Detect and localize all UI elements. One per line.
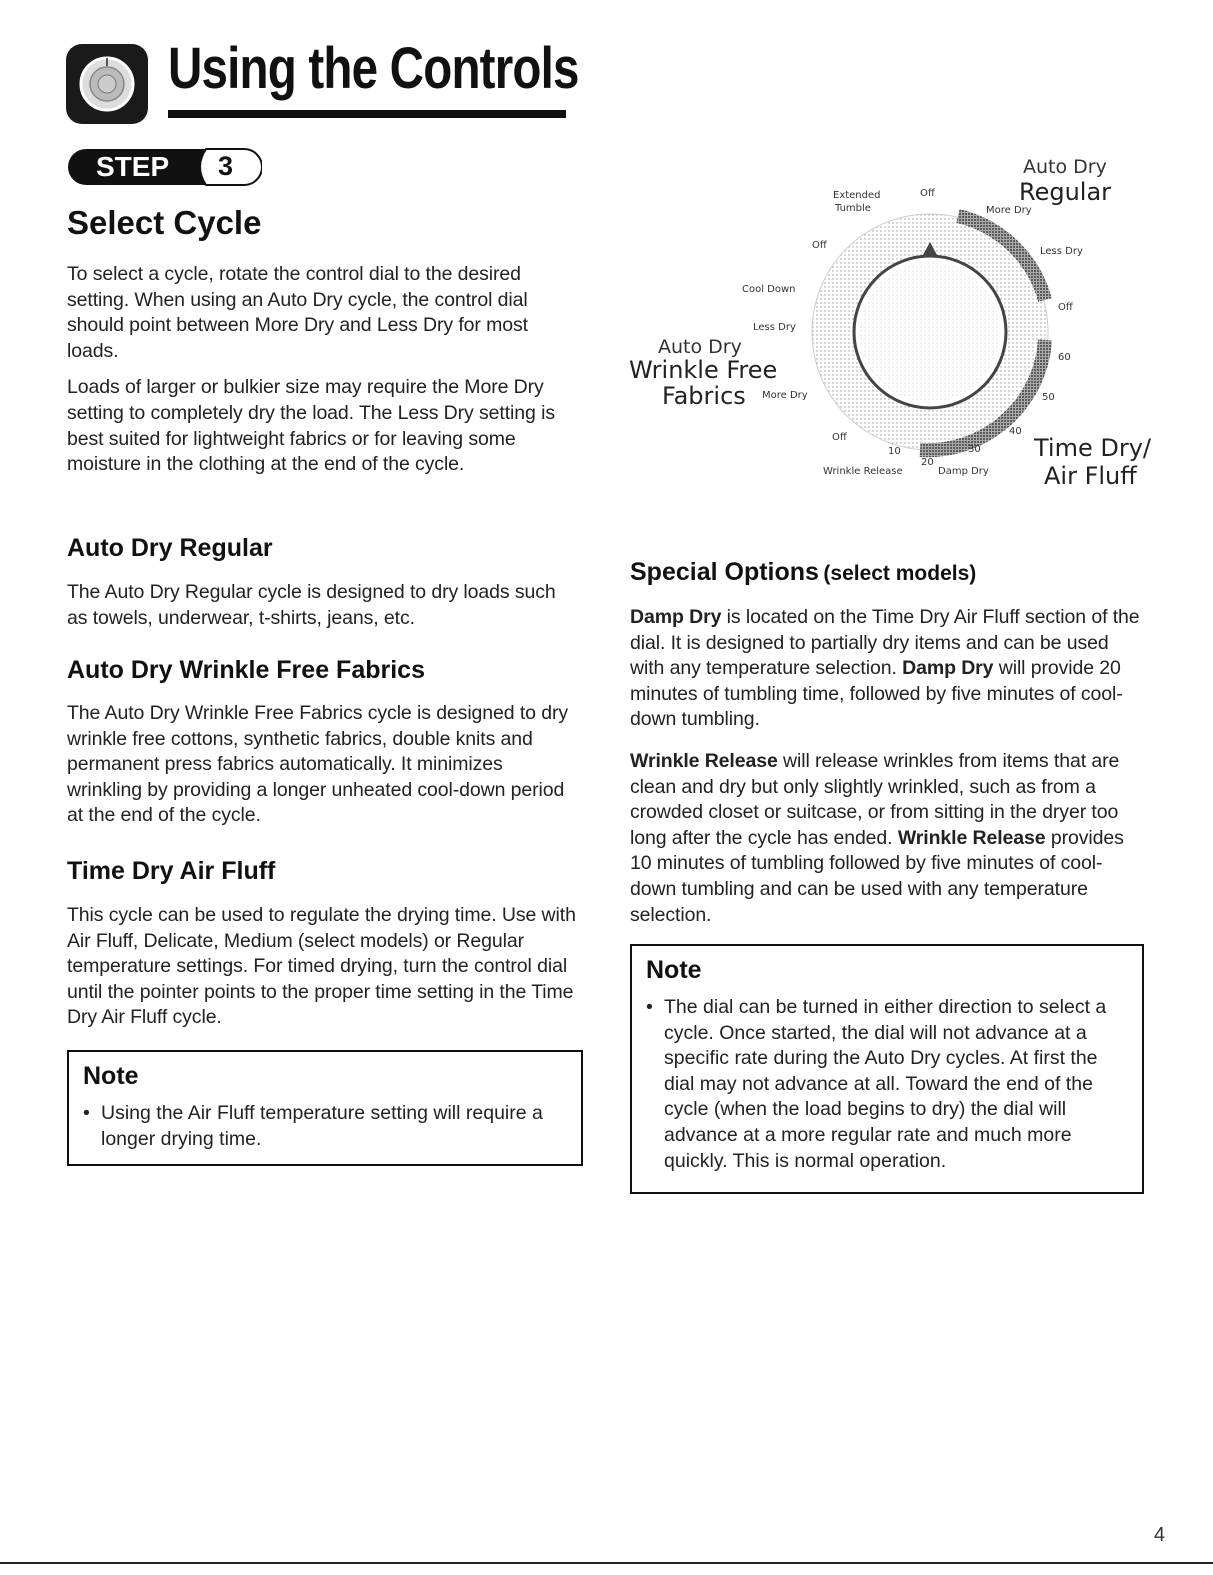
control-dial-diagram: [620, 150, 1160, 490]
dial-label-fabrics: Fabrics: [662, 382, 746, 410]
special-options-heading: [630, 558, 976, 587]
step-label: STEP: [96, 151, 170, 182]
dial-label-less-dry-right: Less Dry: [1040, 246, 1083, 257]
time-dry-heading: Time Dry Air Fluff: [67, 857, 276, 885]
damp-dry-paragraph: [630, 605, 1140, 733]
bottom-rule: [0, 1562, 1213, 1564]
right-note-item: [646, 995, 1128, 1174]
dial-label-wrinkle-free: Wrinkle Free: [629, 356, 778, 384]
dial-label-regular: Regular: [1019, 178, 1112, 206]
dial-label-tumble: Tumble: [835, 203, 871, 214]
bullet: •: [83, 1102, 90, 1124]
controls-section-icon: [66, 44, 148, 124]
dial-label-off-top: Off: [920, 188, 935, 199]
damp-dry-text-2: will provide 20 minutes of tumbling time, followed by five minutes of cool-down tumbling.: [630, 657, 1123, 731]
dial-label-more-dry-left: More Dry: [762, 390, 808, 401]
dial-label-30: 30: [968, 444, 981, 455]
auto-dry-wrinkle-heading: Auto Dry Wrinkle Free Fabrics: [67, 656, 425, 684]
dial-label-time-dry: Time Dry/: [1034, 434, 1151, 462]
dial-label-wrinkle-release: Wrinkle Release: [823, 466, 903, 477]
page-number: 4: [1153, 1524, 1165, 1546]
dial-label-20: 20: [921, 457, 934, 468]
left-note-text: Using the Air Fluff temperature setting will require a longer drying time.: [101, 1102, 543, 1150]
right-note-title: Note: [646, 956, 702, 984]
right-note-text: The dial can be turned in either direction to select a cycle. Once started, the dial will not advance at a specific rate during the Auto Dry cycles. At first the dial may not advance at all. Toward the end of the cycle (when the load begins to dry) the dial will advance at a more regular rate and much more quickly. This is normal operation.: [664, 996, 1107, 1172]
wrinkle-release-text-2: provides 10 minutes of tumbling followed by five minutes of cool-down tumbling and can be used with any temperature selection.: [630, 826, 1124, 926]
damp-dry-lead-2: Damp Dry: [902, 657, 994, 680]
intro-paragraph-1: To select a cycle, rotate the control dial to the desired setting. When using an Auto Dry cycle, the control dial should point between More Dry and Less Dry for most loads.: [67, 263, 528, 362]
step-badge: [66, 147, 262, 187]
auto-dry-wrinkle-text: The Auto Dry Wrinkle Free Fabrics cycle is designed to dry wrinkle free cottons, synthetic fabrics, double knits and permanent press fabrics automatically. It minimizes wrinkling by providing a longer unheated cool-down period at the end of the cycle.: [67, 702, 569, 827]
left-note-box: [67, 1050, 583, 1166]
dial-label-less-dry-left: Less Dry: [753, 322, 796, 333]
dial-label-10: 10: [888, 446, 901, 457]
select-cycle-heading: Select Cycle: [67, 204, 262, 241]
auto-dry-regular-heading: Auto Dry Regular: [67, 534, 273, 562]
left-note-item: [83, 1101, 567, 1152]
dial-label-more-dry-top: More Dry: [986, 205, 1032, 216]
wrinkle-release-lead-2: Wrinkle Release: [897, 826, 1046, 849]
step-number: 3: [218, 151, 234, 181]
dial-label-off-bottom: Off: [832, 432, 847, 443]
bullet: •: [646, 996, 653, 1018]
left-note-title: Note: [83, 1062, 139, 1090]
dial-label-damp-dry: Damp Dry: [938, 466, 989, 477]
dial-label-60: 60: [1058, 352, 1071, 363]
auto-dry-regular-text: The Auto Dry Regular cycle is designed to dry loads such as towels, underwear, t-shirts, jeans, etc.: [67, 581, 556, 629]
dial-label-extended: Extended: [833, 190, 881, 201]
special-options-suffix: (select models): [823, 562, 977, 585]
dial-label-air-fluff: Air Fluff: [1044, 462, 1137, 490]
wrinkle-release-text-1: will release wrinkles from items that are clean and dry but only slightly wrinkled, such as from a crowded closet or suitcase, or from sitting in the dryer too long after the cycle has ended.: [630, 750, 1120, 849]
dial-icon: [66, 44, 148, 124]
dial-label-off-right: Off: [1058, 302, 1073, 313]
intro-paragraph-2: Loads of larger or bulkier size may require the More Dry setting to completely dry the load. The Less Dry setting is best suited for lightweight fabrics or for leaving some moisture in the clothing at the end of the cycle.: [67, 376, 555, 476]
dial-label-off-upper-left: Off: [812, 240, 827, 251]
page-title: Using the Controls: [168, 36, 579, 101]
dial-label-cool-down: Cool Down: [742, 284, 796, 295]
dial-label-auto-dry-2: Auto Dry: [658, 336, 742, 358]
dial-label-50: 50: [1042, 392, 1055, 403]
title-underline: [168, 110, 566, 118]
right-note-box: [630, 944, 1144, 1194]
dial-label-auto-dry: Auto Dry: [1023, 156, 1107, 178]
wrinkle-release-paragraph: [630, 749, 1140, 928]
dial-label-40: 40: [1009, 426, 1022, 437]
select-cycle-body: [67, 262, 582, 478]
time-dry-text: This cycle can be used to regulate the drying time. Use with Air Fluff, Delicate, Medium (select models) or Regular temperature settings. For timed drying, turn the control dial until the pointer points to the proper time setting in the Time Dry Air Fluff cycle.: [67, 904, 576, 1029]
special-options-title: Special Options: [630, 558, 819, 586]
wrinkle-release-lead: Wrinkle Release: [630, 750, 778, 772]
damp-dry-lead: Damp Dry: [630, 606, 722, 628]
damp-dry-text-1: is located on the Time Dry Air Fluff section of the dial. It is designed to partially dry items and can be used with any temperature selection.: [630, 606, 1140, 680]
